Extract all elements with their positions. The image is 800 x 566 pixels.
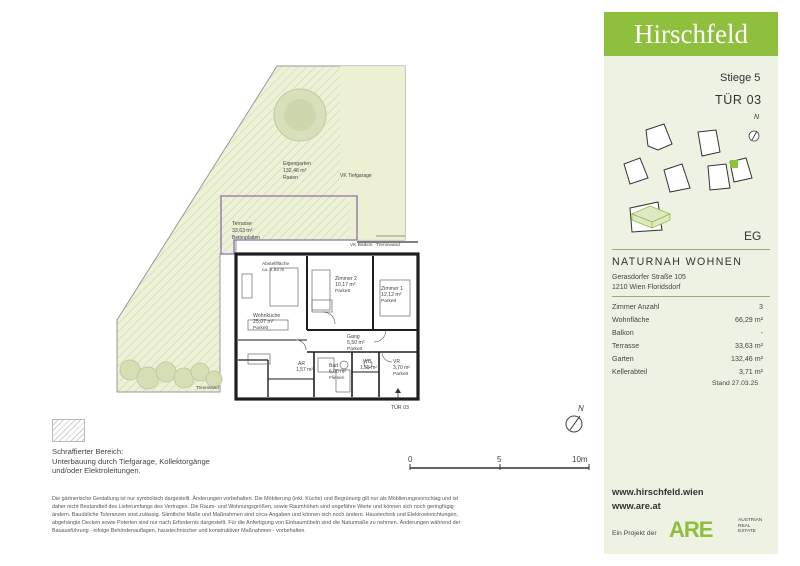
divider [612,249,770,250]
project-city: 1210 Wien Floridsdorf [612,284,681,291]
abstell-area: ca. 2,82 m [262,268,285,273]
legend-title: Schraffierter Bereich: [52,447,124,456]
disclaimer-line: daher nicht Bestandteil des Lieferumfangs des Vertrages. Die Raum- und Wohnungsgrößen, sowie Raumhöhen sind ungefähre Werte und können sich noch geringfügig [52,503,454,510]
gang-area: 5,50 m² [347,340,365,346]
disclaimer-line: Bauausführung - infolge Behördenauflagen, haustechnischer und konstruktiver Maßnahmen - vorbehalten. [52,527,306,534]
ar-label: AR [298,361,305,367]
fact-label: Terrasse [612,342,640,350]
stand-date: Stand 27.03.25 [712,380,759,387]
fact-label: Garten [612,355,634,363]
garden-label: Eigengarten [283,161,311,167]
fact-value: 33,63 m² [735,342,763,350]
disclaimer-line: ändern. Bauübliche Toleranzen sind zulässig. Sämtliche Maße und Maßnahmen sind circa-Angaben und können sich noch ändern. Haustechnik und Elektroeinrichtungen, [52,511,458,518]
vr-label: VR [393,359,400,365]
scale-bar [410,464,589,470]
room2-floor: Parkett [335,289,351,294]
project-title: NATURNAH WOHNEN [612,256,743,268]
vk-balkon-label: VK Balkon [350,243,373,248]
divider [612,296,770,297]
are-logo-subtitle [738,518,762,535]
legend-line1: Unterbauung durch Tiefgarage, Kollektorgänge [52,456,210,466]
room2-label: Zimmer 2 [335,276,357,282]
fact-label: Zimmer Anzahl [612,303,660,311]
hatch-legend-swatch [52,419,85,442]
floor-label: EG [744,229,762,243]
garden-surface: Rasen [283,175,298,181]
gang-floor: Parkett [347,347,363,352]
fact-label: Kellerabteil [612,368,648,376]
kitchen-floor: Parkett [253,326,269,331]
tiefgarage-label: VK Tiefgarage [340,173,372,179]
site-key-plan [612,118,770,242]
stiege-label: Stiege 5 [720,72,761,84]
are-sub-line: ESTATE [738,529,756,535]
project-street: Gerasdorfer Straße 105 [612,274,686,281]
bad-area: 6,00 m² [329,369,346,375]
hirschfeld-logo: Hirschfeld [604,12,778,56]
garden-area: 132,46 m² [283,168,307,174]
are-sub-line: REAL [738,523,751,529]
scale-label-0: 0 [408,455,413,464]
disclaimer-line: Die gärtnerische Gestaltung ist nur symbolisch dargestellt. Änderungen vorbehalten. Die Möblierung (inkl. Küche) und Begrünung gilt nur als Möblierungsvorschlag und ist [52,496,459,502]
trennwand2-label: Trennwand [196,385,219,390]
tuer-label: TÜR 03 [715,93,762,107]
entry-arrow-icon [395,388,401,399]
door-tag: TÜR 03 [391,405,409,411]
bad-label: Bad [329,363,338,369]
bad-floor: Fliesen [329,376,345,381]
mini-compass-icon [749,131,759,141]
compass-n-label: N [578,404,584,413]
trennwand-label: Trennwand [376,243,400,248]
vr-floor: Parkett [393,372,409,377]
compass-icon [566,416,582,432]
keyplan-north-label: N [754,114,760,121]
wc-label: WC [363,359,372,365]
fact-label: Balkon [612,329,634,337]
fact-value: 132,46 m² [731,355,763,363]
ar-area: 1,57 m² [296,367,313,373]
room1-floor: Parkett [381,299,397,304]
disclaimer [52,496,600,536]
gang-label: Gang [347,334,360,340]
scale-label-5: 5 [497,455,502,464]
terrace-label: Terrasse [232,221,252,227]
hirschfeld-link[interactable]: www.hirschfeld.wien [612,487,704,497]
abstell-label: Abstellfläche [262,262,290,267]
legend-line2: und/oder Elektroleitungen. [52,466,141,475]
fact-value: 66,29 m² [735,316,763,324]
hatch-legend [52,447,282,476]
projekt-label: Ein Projekt der [612,530,657,537]
fact-value: 3 [759,303,763,311]
room1-label: Zimmer 1 [381,286,403,292]
room1-area: 12,12 m² [381,292,402,298]
are-link[interactable]: www.are.at [612,501,661,511]
tree-icon [274,89,326,141]
are-logo: ARE [669,517,713,542]
wc-area: 1,55 m² [360,365,377,371]
terrace-area: 33,63 m² [232,228,253,234]
fact-value: - [760,329,763,337]
terrace-surface: Betonplatten [232,235,261,241]
kitchen-label: Wohnküche [253,313,281,319]
scale-label-10: 10m [572,455,588,464]
fact-value: 3,71 m² [738,368,763,376]
fact-label: Wohnfläche [612,316,650,324]
room2-area: 10,17 m² [335,282,356,288]
are-sub-line: AUSTRIAN [738,518,763,523]
vr-area: 3,70 m² [393,365,410,371]
kitchen-area: 25,07 m² [253,319,274,325]
disclaimer-line: abgehängte Decken sowie Poterien sind nur nach Erfordernis dargestellt. Für die Anfertigung von Einbaumöbeln sind die Naturmaße zu nehmen. Änderungen während der [52,519,461,526]
